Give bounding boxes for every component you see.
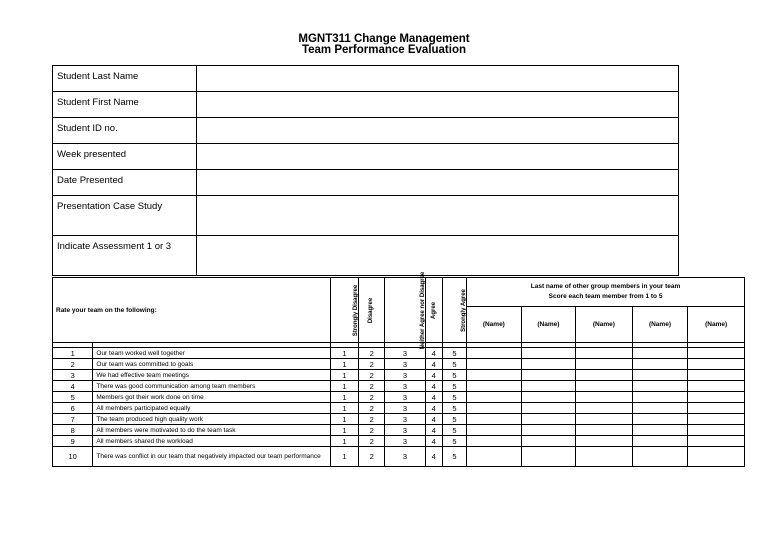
score-option[interactable]: 2 <box>359 348 385 359</box>
score-option[interactable]: 3 <box>385 359 425 370</box>
score-option[interactable]: 5 <box>442 381 466 392</box>
case-study-field[interactable] <box>197 196 679 236</box>
scale-header-agree: Agree <box>425 278 442 343</box>
item-number: 9 <box>53 436 93 447</box>
member-score-cell[interactable] <box>632 370 688 381</box>
member-name-field[interactable]: (Name) <box>688 307 745 343</box>
item-statement: There was good communication among team members <box>93 381 330 392</box>
member-score-cell[interactable] <box>521 414 576 425</box>
item-number: 2 <box>53 359 93 370</box>
info-row <box>53 144 679 170</box>
member-name-field[interactable]: (Name) <box>521 307 576 343</box>
score-option[interactable]: 4 <box>425 392 442 403</box>
member-score-cell[interactable] <box>576 359 633 370</box>
item-number: 5 <box>53 392 93 403</box>
score-option[interactable]: 4 <box>425 447 442 467</box>
member-score-cell[interactable] <box>632 348 688 359</box>
rating-item-row <box>53 359 745 370</box>
member-score-cell[interactable] <box>467 425 522 436</box>
rating-items <box>53 348 745 467</box>
member-score-cell[interactable] <box>521 425 576 436</box>
form-title: MGNT311 Change Management <box>298 33 470 45</box>
member-score-cell[interactable] <box>467 392 522 403</box>
score-option[interactable]: 1 <box>330 436 358 447</box>
members-header <box>467 278 745 307</box>
member-score-cell[interactable] <box>467 359 522 370</box>
form-subtitle: Team Performance Evaluation <box>301 44 467 56</box>
score-option[interactable]: 2 <box>359 403 385 414</box>
item-number: 3 <box>53 370 93 381</box>
score-option[interactable]: 2 <box>359 381 385 392</box>
score-option[interactable]: 1 <box>330 392 358 403</box>
item-statement: The team produced high quality work <box>93 414 330 425</box>
score-option[interactable]: 4 <box>425 436 442 447</box>
rating-item-row <box>53 392 745 403</box>
item-statement: Our team was committed to goals <box>93 359 330 370</box>
member-score-cell[interactable] <box>688 381 745 392</box>
item-statement: Our team worked well together <box>93 348 330 359</box>
members-header-line1: Last name of other group members in your team <box>530 283 681 290</box>
info-row <box>53 170 679 196</box>
score-option[interactable]: 4 <box>425 348 442 359</box>
score-option[interactable]: 3 <box>385 425 425 436</box>
member-score-cell[interactable] <box>467 370 522 381</box>
rating-item-row <box>53 381 745 392</box>
week-presented-field[interactable] <box>197 144 679 170</box>
score-option[interactable]: 2 <box>359 359 385 370</box>
score-option[interactable]: 3 <box>385 370 425 381</box>
member-score-cell[interactable] <box>632 392 688 403</box>
member-score-cell[interactable] <box>688 425 745 436</box>
score-option[interactable]: 5 <box>442 414 466 425</box>
member-score-cell[interactable] <box>576 348 633 359</box>
info-label: Date Presented <box>53 170 197 196</box>
score-option[interactable]: 2 <box>359 392 385 403</box>
score-option[interactable]: 5 <box>442 348 466 359</box>
info-label: Student Last Name <box>53 66 197 92</box>
member-score-cell[interactable] <box>576 447 633 467</box>
member-name-field[interactable]: (Name) <box>576 307 633 343</box>
score-option[interactable]: 5 <box>442 359 466 370</box>
member-score-cell[interactable] <box>576 425 633 436</box>
member-score-cell[interactable] <box>521 348 576 359</box>
member-score-cell[interactable] <box>521 381 576 392</box>
item-statement: All members shared the workload <box>93 436 330 447</box>
rating-item-row <box>53 447 745 467</box>
scale-header-neutral: Neither Agree nor Disagree <box>385 278 425 343</box>
member-score-cell[interactable] <box>576 414 633 425</box>
score-option[interactable]: 1 <box>330 403 358 414</box>
scale-header-disagree: Disagree <box>359 278 385 343</box>
member-score-cell[interactable] <box>521 403 576 414</box>
item-statement: All members participated equally <box>93 403 330 414</box>
score-option[interactable]: 1 <box>330 348 358 359</box>
item-number: 8 <box>53 425 93 436</box>
member-score-cell[interactable] <box>632 436 688 447</box>
info-row <box>53 236 679 276</box>
member-score-cell[interactable] <box>521 392 576 403</box>
score-option[interactable]: 2 <box>359 425 385 436</box>
member-score-cell[interactable] <box>467 447 522 467</box>
student-info-table <box>52 65 679 276</box>
info-row <box>53 196 679 236</box>
info-label: Week presented <box>53 144 197 170</box>
score-option[interactable]: 2 <box>359 436 385 447</box>
member-score-cell[interactable] <box>467 436 522 447</box>
info-row <box>53 92 679 118</box>
score-option[interactable]: 4 <box>425 381 442 392</box>
member-score-cell[interactable] <box>688 392 745 403</box>
item-number: 7 <box>53 414 93 425</box>
member-score-cell[interactable] <box>632 447 688 467</box>
item-number: 10 <box>53 447 93 467</box>
member-score-cell[interactable] <box>576 370 633 381</box>
member-score-cell[interactable] <box>467 403 522 414</box>
student-id-field[interactable] <box>197 118 679 144</box>
score-option[interactable]: 5 <box>442 447 466 467</box>
item-statement: There was conflict in our team that negatively impacted our team performance <box>93 447 330 467</box>
item-statement: Members got their work done on time <box>93 392 330 403</box>
info-label: Student First Name <box>53 92 197 118</box>
member-score-cell[interactable] <box>632 414 688 425</box>
member-score-cell[interactable] <box>576 403 633 414</box>
member-score-cell[interactable] <box>521 447 576 467</box>
rating-header-row <box>53 278 745 307</box>
member-score-cell[interactable] <box>467 381 522 392</box>
member-name-field[interactable]: (Name) <box>632 307 688 343</box>
score-option[interactable]: 1 <box>330 370 358 381</box>
score-option[interactable]: 3 <box>385 447 425 467</box>
score-option[interactable]: 5 <box>442 436 466 447</box>
member-score-cell[interactable] <box>688 359 745 370</box>
score-option[interactable]: 4 <box>425 370 442 381</box>
score-option[interactable]: 4 <box>425 425 442 436</box>
score-option[interactable]: 3 <box>385 348 425 359</box>
member-score-cell[interactable] <box>688 447 745 467</box>
score-option[interactable]: 1 <box>330 425 358 436</box>
member-score-cell[interactable] <box>467 414 522 425</box>
member-score-cell[interactable] <box>521 370 576 381</box>
member-score-cell[interactable] <box>576 381 633 392</box>
rating-item-row <box>53 436 745 447</box>
score-option[interactable]: 5 <box>442 403 466 414</box>
score-option[interactable]: 5 <box>442 425 466 436</box>
assessment-field[interactable] <box>197 236 679 276</box>
item-number: 6 <box>53 403 93 414</box>
student-first-name-field[interactable] <box>197 92 679 118</box>
score-option[interactable]: 5 <box>442 370 466 381</box>
scale-header-strongly-agree: Strongly Agree <box>442 278 466 343</box>
student-last-name-field[interactable] <box>197 66 679 92</box>
rating-item-row <box>53 425 745 436</box>
item-statement: All members were motivated to do the team task <box>93 425 330 436</box>
member-score-cell[interactable] <box>688 414 745 425</box>
member-score-cell[interactable] <box>688 436 745 447</box>
item-number: 1 <box>53 348 93 359</box>
info-label: Student ID no. <box>53 118 197 144</box>
member-score-cell[interactable] <box>632 403 688 414</box>
member-score-cell[interactable] <box>576 436 633 447</box>
rating-item-row <box>53 414 745 425</box>
score-option[interactable]: 3 <box>385 436 425 447</box>
score-option[interactable]: 1 <box>330 414 358 425</box>
info-row <box>53 118 679 144</box>
score-option[interactable]: 2 <box>359 370 385 381</box>
score-option[interactable]: 1 <box>330 381 358 392</box>
member-score-cell[interactable] <box>688 348 745 359</box>
score-option[interactable]: 3 <box>385 403 425 414</box>
item-statement: We had effective team meetings <box>93 370 330 381</box>
member-score-cell[interactable] <box>688 403 745 414</box>
score-option[interactable]: 2 <box>359 414 385 425</box>
rating-item-row <box>53 348 745 359</box>
info-row <box>53 66 679 92</box>
item-number: 4 <box>53 381 93 392</box>
score-option[interactable]: 3 <box>385 381 425 392</box>
info-label: Indicate Assessment 1 or 3 <box>53 236 197 276</box>
member-score-cell[interactable] <box>467 348 522 359</box>
member-score-cell[interactable] <box>632 359 688 370</box>
date-presented-field[interactable] <box>197 170 679 196</box>
score-option[interactable]: 2 <box>359 447 385 467</box>
score-option[interactable]: 3 <box>385 392 425 403</box>
member-score-cell[interactable] <box>521 359 576 370</box>
members-header-line2: Score each team member from 1 to 5 <box>548 293 663 300</box>
member-score-cell[interactable] <box>632 425 688 436</box>
rating-item-row <box>53 403 745 414</box>
score-option[interactable]: 3 <box>385 414 425 425</box>
member-name-field[interactable]: (Name) <box>467 307 522 343</box>
scale-header-strongly-disagree: Strongly Disagree <box>330 278 358 343</box>
score-option[interactable]: 4 <box>425 414 442 425</box>
member-score-cell[interactable] <box>521 436 576 447</box>
score-option[interactable]: 5 <box>442 392 466 403</box>
score-option[interactable]: 4 <box>425 359 442 370</box>
score-option[interactable]: 1 <box>330 359 358 370</box>
rate-label: Rate your team on the following: <box>53 278 331 343</box>
member-score-cell[interactable] <box>632 381 688 392</box>
score-option[interactable]: 4 <box>425 403 442 414</box>
member-score-cell[interactable] <box>576 392 633 403</box>
rating-table <box>52 271 745 467</box>
rating-item-row <box>53 370 745 381</box>
score-option[interactable]: 1 <box>330 447 358 467</box>
member-score-cell[interactable] <box>688 370 745 381</box>
info-label: Presentation Case Study <box>53 196 197 236</box>
